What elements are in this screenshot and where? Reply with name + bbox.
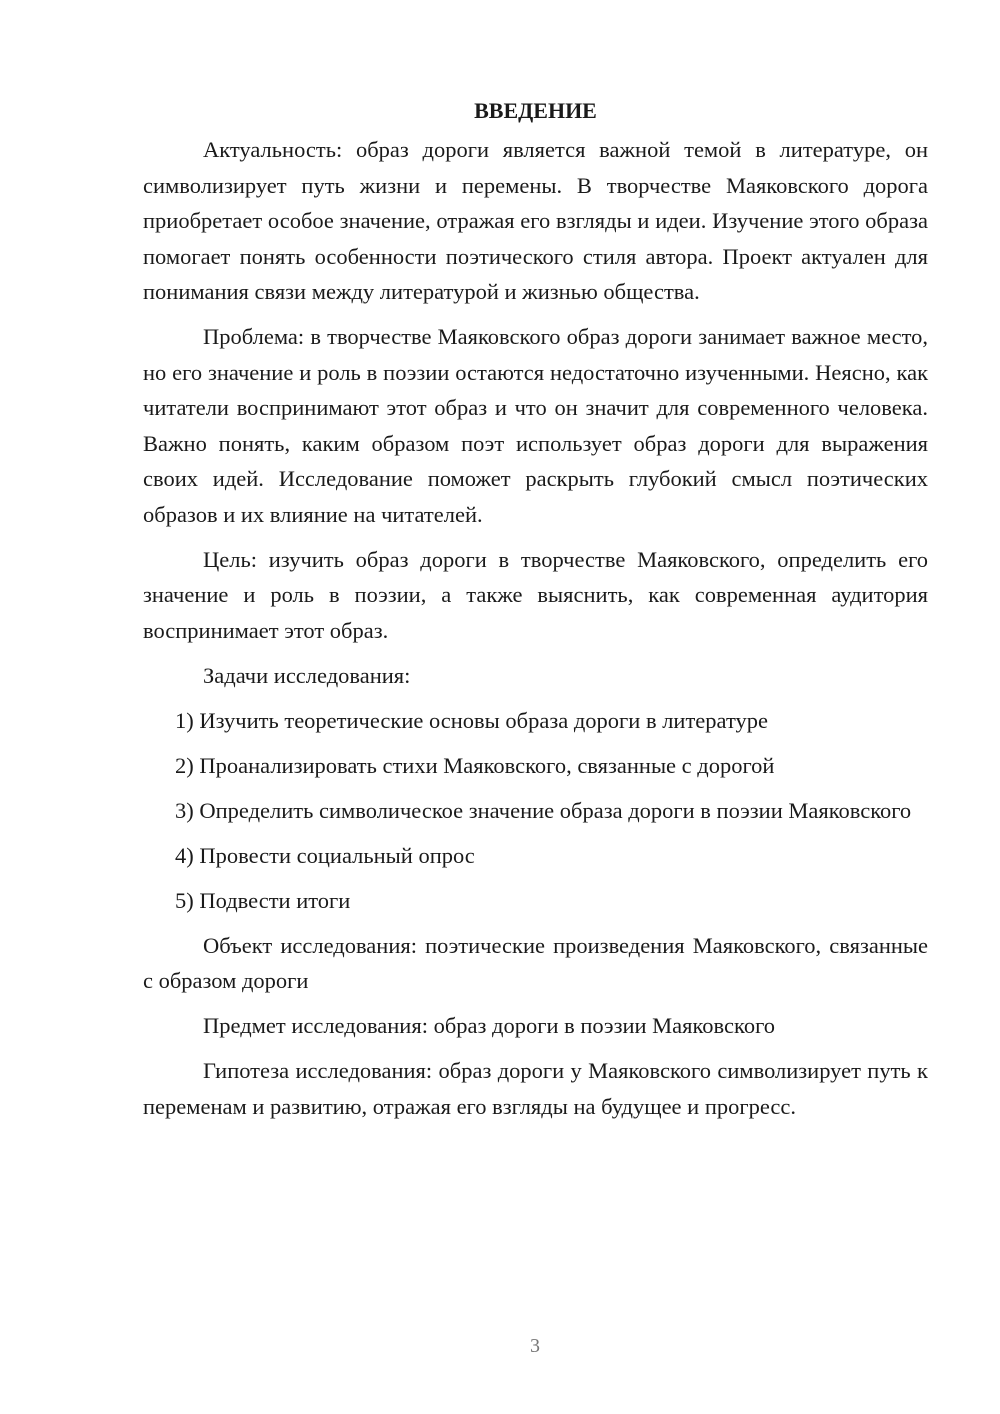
task-item-4: 4) Провести социальный опрос: [175, 842, 475, 868]
task-item-5: 5) Подвести итоги: [175, 887, 351, 913]
task-item-3: 3) Определить символическое значение образа дороги в поэзии Маяковского: [175, 797, 912, 823]
paragraph-relevance: Актуальность: образ дороги является важной темой в литературе, он символизирует путь жизни и перемены. В творчестве Маяковского дорога приобретает особое значение, отражая его взгляды и идеи. Изучение этого образа помогает понять особенности поэтического стиля автора. Проект актуален для понимания связи между литературой и жизнью общества.: [143, 137, 928, 304]
page-content: [143, 96, 928, 1134]
paragraph-subject: Предмет исследования: образ дороги в поэзии Маяковского: [203, 1013, 775, 1038]
task-item-1: 1) Изучить теоретические основы образа дороги в литературе: [175, 707, 768, 733]
page-number: 3: [530, 1335, 540, 1357]
paragraph-object: Объект исследования: поэтические произведения Маяковского, связанные с образом дороги: [143, 932, 928, 993]
task-item-2: 2) Проанализировать стихи Маяковского, связанные с дорогой: [175, 752, 775, 778]
paragraph-hypothesis: Гипотеза исследования: образ дороги у Маяковского символизирует путь к переменам и развитию, отражая его взгляды на будущее и прогресс.: [143, 1058, 928, 1119]
paragraph-problem: Проблема: в творчестве Маяковского образ дороги занимает важное место, но его значение и роль в поэзии остаются недостаточно изученными. Неясно, как читатели воспринимают этот образ и что он значит для современного человека. Важно понять, каким образом поэт использует образ дороги для выражения своих идей. Исследование поможет раскрыть глубокий смысл поэтических образов и их влияние на читателей.: [143, 324, 928, 527]
paragraph-goal: Цель: изучить образ дороги в творчестве Маяковского, определить его значение и роль в поэзии, а также выяснить, как современная аудитория воспринимает этот образ.: [143, 546, 928, 643]
paragraph-tasks-heading: Задачи исследования:: [203, 662, 411, 688]
section-title: ВВЕДЕНИЕ: [474, 98, 597, 123]
